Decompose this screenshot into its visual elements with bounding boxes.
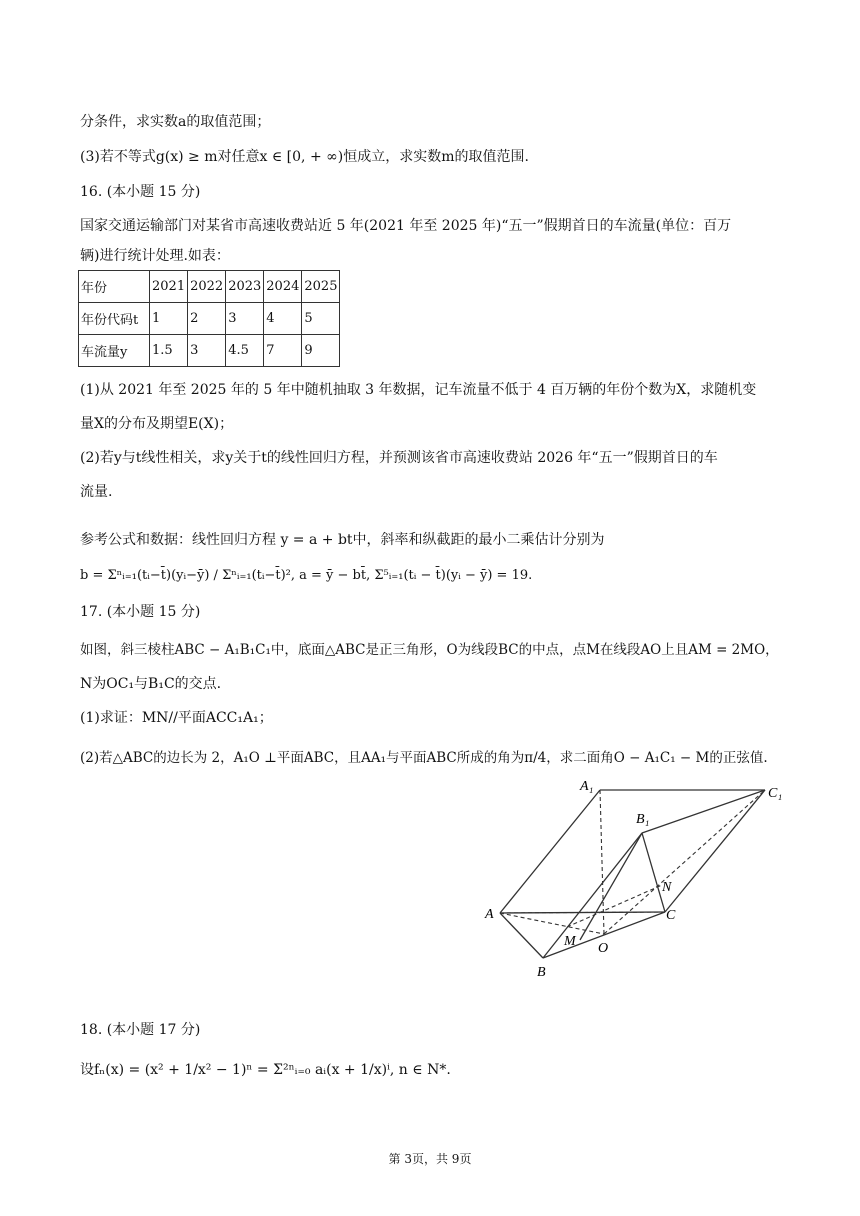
q16-intro-2: 辆)进行统计处理.如表：: [80, 248, 230, 264]
label-M: M: [564, 934, 576, 949]
q17-intro-1: 如图，斜三棱柱ABC − A₁B₁C₁中，底面△ABC是正三角形，O为线段BC的中点，点M在线段AO上且AM = 2MO，: [80, 642, 779, 658]
table-row: [79, 271, 340, 303]
table-cell: 4.5: [226, 335, 264, 367]
table-cell: 2023: [226, 271, 264, 303]
text-line-2: (3)若不等式g(x) ≥ m对任意x ∈ [0, + ∞)恒成立，求实数m的取值范围.: [80, 149, 529, 165]
table-cell: 2021: [150, 271, 188, 303]
label-A1: A₁: [580, 779, 594, 794]
q16-header: 16. (本小题 15 分): [80, 184, 201, 200]
q18-intro: 设fₙ(x) = (x² + 1/x² − 1)ⁿ = Σ²ⁿᵢ₌₀ aᵢ(x + 1/x)ⁱ, n ∈ N*.: [80, 1062, 451, 1078]
table-cell: 2025: [302, 271, 340, 303]
q17-header: 17. (本小题 15 分): [80, 604, 201, 620]
prism-figure: [480, 770, 790, 985]
label-B1: B₁: [636, 812, 650, 827]
table-cell: 年份: [79, 271, 150, 303]
table-cell: 9: [302, 335, 340, 367]
q16-part2-b: 流量.: [80, 484, 113, 500]
label-C: C: [666, 908, 676, 923]
table-cell: 5: [302, 303, 340, 335]
table-cell: 4: [264, 303, 302, 335]
q16-intro-1: 国家交通运输部门对某省市高速收费站近 5 年(2021 年至 2025 年)“五一”假期首日的车流量(单位：百万: [80, 218, 732, 234]
table-cell: 年份代码t: [79, 303, 150, 335]
table-cell: 3: [226, 303, 264, 335]
table-row: [79, 335, 340, 367]
table-row: [79, 303, 340, 335]
table-cell: 7: [264, 335, 302, 367]
q16-formula: b = Σⁿᵢ₌₁(tᵢ−t̄)(yᵢ−ȳ) / Σⁿᵢ₌₁(tᵢ−t̄)², a = ȳ − bt̄, Σ⁵ᵢ₌₁(tᵢ − t̄)(yᵢ − ȳ) = 19.: [80, 568, 533, 583]
traffic-table: [78, 270, 340, 367]
table-cell: 1.5: [150, 335, 188, 367]
label-C1: C₁: [768, 786, 783, 801]
table-cell: 2: [188, 303, 226, 335]
q16-part2-a: (2)若y与t线性相关，求y关于t的线性回归方程，并预测该省市高速收费站 2026 年“五一”假期首日的车: [80, 450, 718, 466]
q17-part1: (1)求证：MN//平面ACC₁A₁；: [80, 710, 273, 726]
q16-part1-a: (1)从 2021 年至 2025 年的 5 年中随机抽取 3 年数据，记车流量不低于 4 百万辆的年份个数为X，求随机变: [80, 382, 757, 398]
label-O: O: [598, 941, 609, 956]
label-B: B: [537, 965, 546, 980]
q16-part1-b: 量X的分布及期望E(X)；: [80, 416, 234, 432]
q17-part2: (2)若△ABC的边长为 2，A₁O ⊥平面ABC，且AA₁与平面ABC所成的角为π/4，求二面角O − A₁C₁ − M的正弦值.: [80, 750, 768, 766]
text-line-1: 分条件，求实数a的取值范围；: [80, 114, 271, 130]
table-cell: 1: [150, 303, 188, 335]
page-footer: 第 3页，共 9页: [388, 1152, 472, 1166]
q16-reference: 参考公式和数据：线性回归方程 y = a + bt中，斜率和纵截距的最小二乘估计分别为: [80, 532, 605, 548]
table-cell: 3: [188, 335, 226, 367]
table-cell: 2024: [264, 271, 302, 303]
label-A: A: [485, 907, 494, 922]
table-cell: 车流量y: [79, 335, 150, 367]
label-N: N: [662, 880, 672, 895]
table-cell: 2022: [188, 271, 226, 303]
q17-intro-2: N为OC₁与B₁C的交点.: [80, 676, 222, 692]
q18-header: 18. (本小题 17 分): [80, 1022, 201, 1038]
